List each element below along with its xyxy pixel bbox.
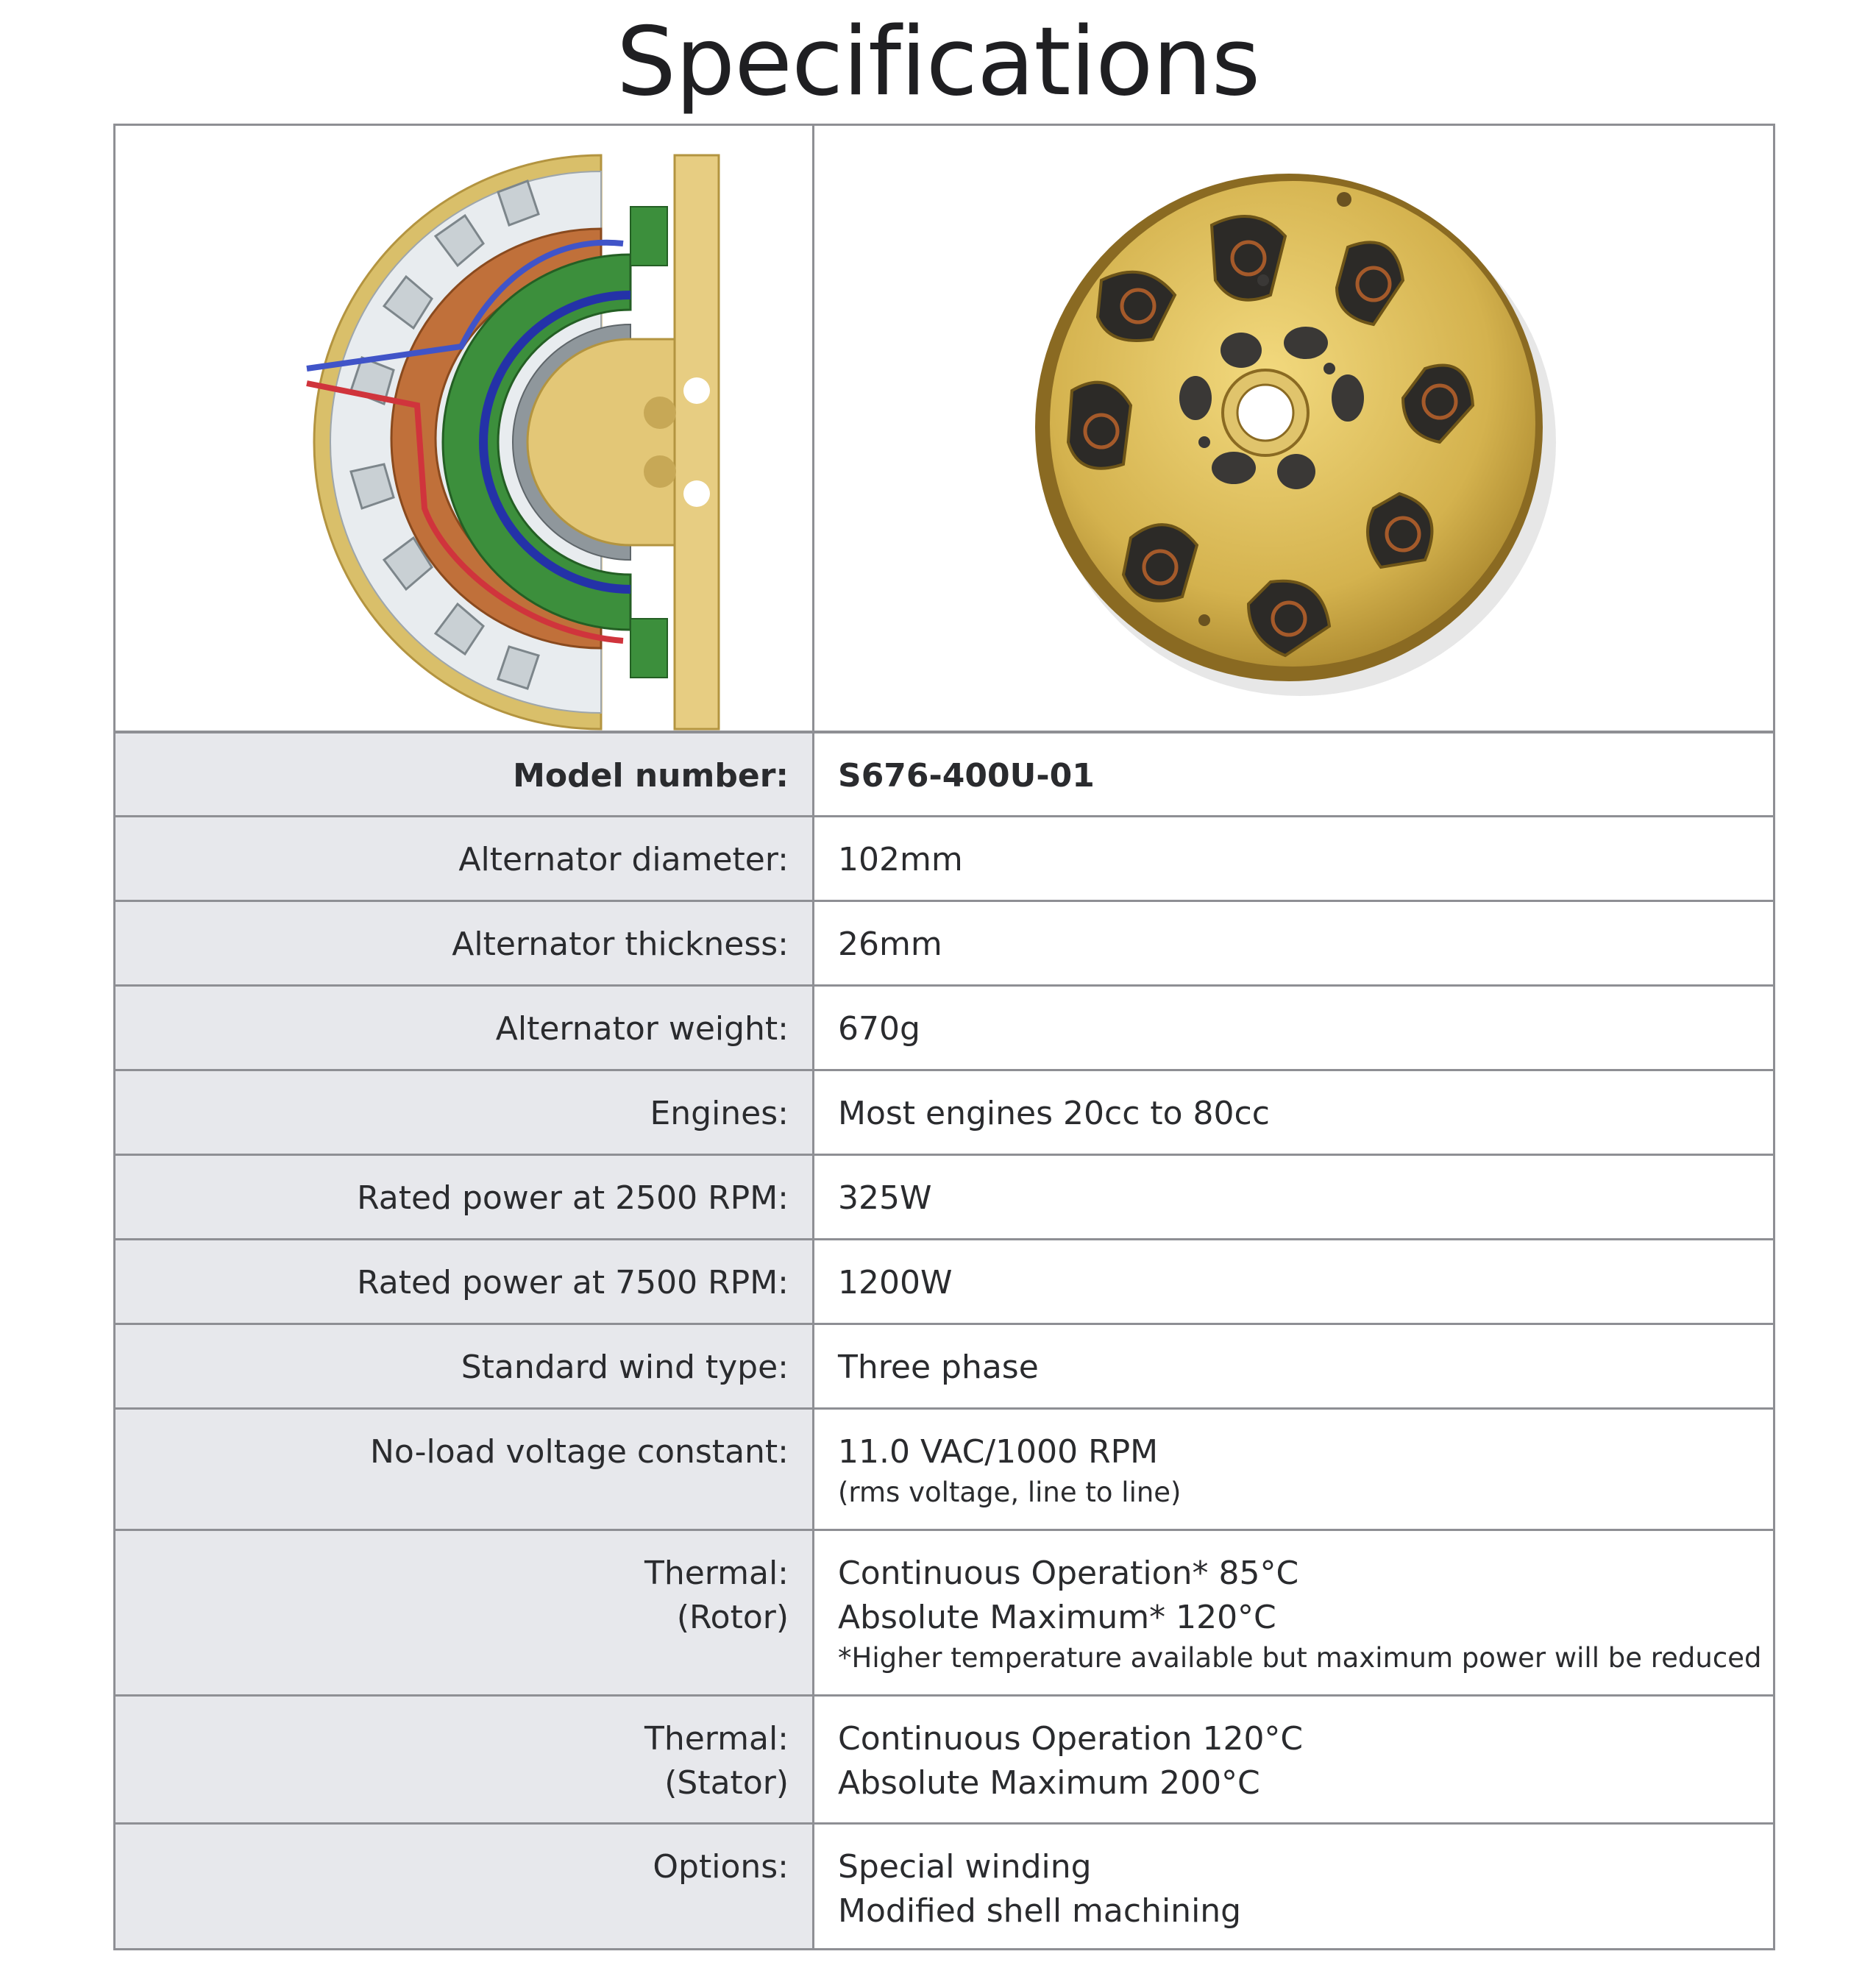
spec-row-thermal-stator (116, 1694, 1773, 1822)
spec-label-sub: (Stator) (664, 1764, 789, 1802)
spec-row-rated-power-2500 (116, 1154, 1773, 1238)
spec-label: Rated power at 7500 RPM: (116, 1240, 814, 1323)
spec-value-2: Absolute Maximum* 120°C (838, 1599, 1276, 1636)
spec-value-cell (814, 1531, 1773, 1694)
spec-value: S676-400U-01 (814, 733, 1773, 815)
spec-label: Thermal: (644, 1555, 789, 1592)
spec-label: Model number: (116, 733, 814, 815)
spec-row-options (116, 1822, 1773, 1948)
spec-value: Three phase (814, 1325, 1773, 1407)
spec-value: Special winding (838, 1848, 1092, 1886)
spec-row-alternator-diameter (116, 815, 1773, 900)
spec-label: Alternator thickness: (116, 902, 814, 984)
spec-label: Alternator diameter: (116, 817, 814, 900)
spec-value: Continuous Operation* 85°C (838, 1555, 1299, 1592)
alternator-cutaway-illustration-icon (116, 126, 812, 731)
spec-value: Continuous Operation 120°C (838, 1720, 1304, 1758)
alternator-stator-photo-icon (814, 126, 1773, 731)
alternator-stator-image (814, 126, 1773, 731)
spec-value: 26mm (814, 902, 1773, 984)
spec-table (113, 124, 1775, 1950)
spec-value: Most engines 20cc to 80cc (814, 1071, 1773, 1154)
spec-label-sub: (Rotor) (676, 1599, 789, 1636)
spec-value-cell (814, 1697, 1773, 1822)
spec-label: Engines: (116, 1071, 814, 1154)
spec-value-2: Absolute Maximum 200°C (838, 1764, 1260, 1802)
spec-label-cell (116, 1697, 814, 1822)
spec-row-alternator-weight (116, 984, 1773, 1069)
spec-row-no-load-voltage (116, 1407, 1773, 1529)
spec-value-2: Modified shell machining (838, 1892, 1242, 1930)
spec-value-cell (814, 1410, 1773, 1529)
spec-label: No-load voltage constant: (116, 1410, 814, 1529)
spec-label-cell (116, 1531, 814, 1694)
spec-label: Alternator weight: (116, 987, 814, 1069)
alternator-cutaway-image (116, 126, 814, 731)
spec-note: *Higher temperature available but maximum power will be reduced (838, 1642, 1762, 1674)
spec-value-cell (814, 1825, 1773, 1948)
spec-row-thermal-rotor (116, 1529, 1773, 1694)
spec-value: 11.0 VAC/1000 RPM (838, 1433, 1159, 1471)
image-row (116, 126, 1773, 733)
spec-label: Thermal: (644, 1720, 789, 1758)
spec-value: 1200W (814, 1240, 1773, 1323)
page-title: Specifications (616, 7, 1260, 117)
spec-row-rated-power-7500 (116, 1238, 1773, 1323)
spec-row-standard-wind-type (116, 1323, 1773, 1407)
spec-row-model-number (116, 733, 1773, 815)
spec-value: 670g (814, 987, 1773, 1069)
spec-row-alternator-thickness (116, 900, 1773, 984)
spec-label: Rated power at 2500 RPM: (116, 1156, 814, 1238)
spec-row-engines (116, 1069, 1773, 1154)
spec-label: Standard wind type: (116, 1325, 814, 1407)
spec-value: 325W (814, 1156, 1773, 1238)
spec-value: 102mm (814, 817, 1773, 900)
spec-label: Options: (116, 1825, 814, 1948)
spec-note: (rms voltage, line to line) (838, 1477, 1182, 1508)
